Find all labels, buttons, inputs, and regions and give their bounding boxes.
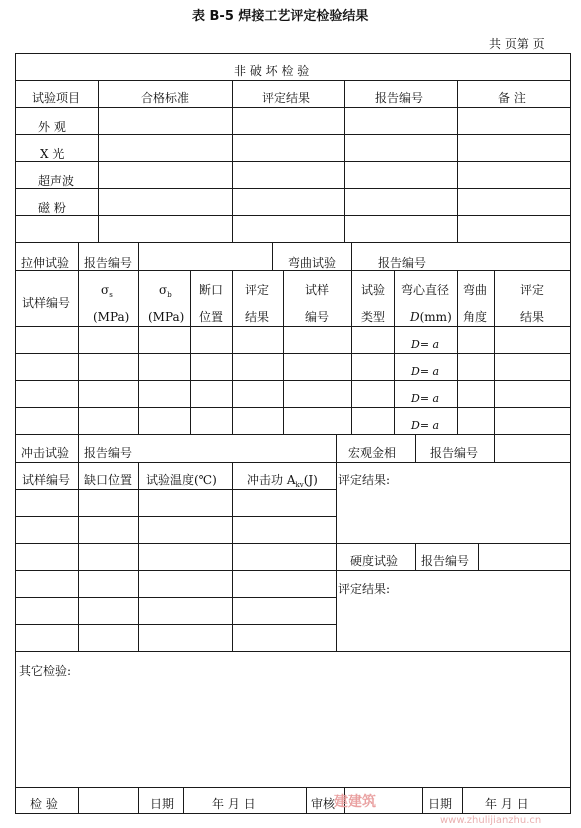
impact-col-energy: 冲击功 $A_{kv}(J)$ xyxy=(247,473,318,489)
col-angle-1: 弯曲 xyxy=(463,283,488,297)
col-sigma-s: $\sigma_s$ xyxy=(101,283,113,299)
macro-label: 宏观金相 xyxy=(348,446,397,460)
nde-row-ultrasonic: 超声波 xyxy=(38,174,75,188)
watermark-brand: 建建筑 xyxy=(334,794,376,810)
nde-col-report-no: 报告编号 xyxy=(375,91,424,105)
nde-row-xray: X 光 xyxy=(40,147,65,161)
col-bend-eval-2: 结果 xyxy=(520,310,545,324)
impact-report-no-label: 报告编号 xyxy=(84,446,133,460)
tensile-report-no-label: 报告编号 xyxy=(84,256,133,270)
mandrel-cell: D= a xyxy=(411,419,440,432)
watermark-url: www.zhulijianzhu.cn xyxy=(440,815,542,826)
bend-report-no-label: 报告编号 xyxy=(378,256,427,270)
impact-col-temp: 试验温度(℃) xyxy=(146,473,217,487)
col-test-type-1: 试验 xyxy=(361,283,386,297)
hardness-eval-label: 评定结果: xyxy=(338,582,391,596)
nde-heading: 非 破 坏 检 验 xyxy=(234,64,310,78)
date-label-2: 日期 xyxy=(428,797,453,811)
col-sigma-s-unit: (MPa) xyxy=(93,310,130,324)
nde-col-evaluation: 评定结果 xyxy=(262,91,311,105)
mandrel-cell: D= a xyxy=(411,392,440,405)
document-title: 表 B-5 焊接工艺评定检验结果 xyxy=(192,9,369,24)
macro-eval-label: 评定结果: xyxy=(338,473,391,487)
col-fracture-1: 断口 xyxy=(199,283,224,297)
date-format-2: 年 月 日 xyxy=(485,797,529,811)
col-bend-specimen-2: 编号 xyxy=(305,310,330,324)
col-sigma-b-unit: (MPa) xyxy=(148,310,185,324)
col-test-type-2: 类型 xyxy=(361,310,386,324)
other-inspection-label: 其它检验: xyxy=(19,664,72,678)
date-label-1: 日期 xyxy=(150,797,175,811)
tensile-test-label: 拉伸试验 xyxy=(21,256,70,270)
col-sigma-b: $\sigma_b$ xyxy=(159,283,172,299)
col-eval-1: 评定 xyxy=(245,283,270,297)
hardness-label: 硬度试验 xyxy=(350,554,399,568)
nde-col-test-item: 试验项目 xyxy=(32,91,81,105)
col-eval-2: 结果 xyxy=(245,310,270,324)
mandrel-cell: D= a xyxy=(411,365,440,378)
col-mandrel-1: 弯心直径 xyxy=(401,283,450,297)
nde-col-acceptance: 合格标准 xyxy=(141,91,190,105)
mandrel-cell: D= a xyxy=(411,338,440,351)
col-mandrel-2: D(mm) xyxy=(410,310,452,324)
nde-row-magnetic: 磁 粉 xyxy=(38,201,66,215)
col-bend-specimen-1: 试样 xyxy=(305,283,330,297)
col-bend-eval-1: 评定 xyxy=(520,283,545,297)
impact-col-notch: 缺口位置 xyxy=(84,473,133,487)
nde-row-visual: 外 观 xyxy=(38,120,66,134)
date-format-1: 年 月 日 xyxy=(212,797,256,811)
impact-test-label: 冲击试验 xyxy=(21,446,70,460)
inspector-label: 检 验 xyxy=(30,797,58,811)
col-fracture-2: 位置 xyxy=(199,310,224,324)
impact-col-specimen-no: 试样编号 xyxy=(22,473,71,487)
bend-test-label: 弯曲试验 xyxy=(288,256,337,270)
hardness-report-no-label: 报告编号 xyxy=(421,554,470,568)
macro-report-no-label: 报告编号 xyxy=(430,446,479,460)
reviewer-label: 审核 xyxy=(311,797,336,811)
page-count-note: 共 页第 页 xyxy=(489,37,545,51)
nde-col-remarks: 备 注 xyxy=(498,91,526,105)
col-angle-2: 角度 xyxy=(463,310,488,324)
col-specimen-no: 试样编号 xyxy=(22,296,71,310)
